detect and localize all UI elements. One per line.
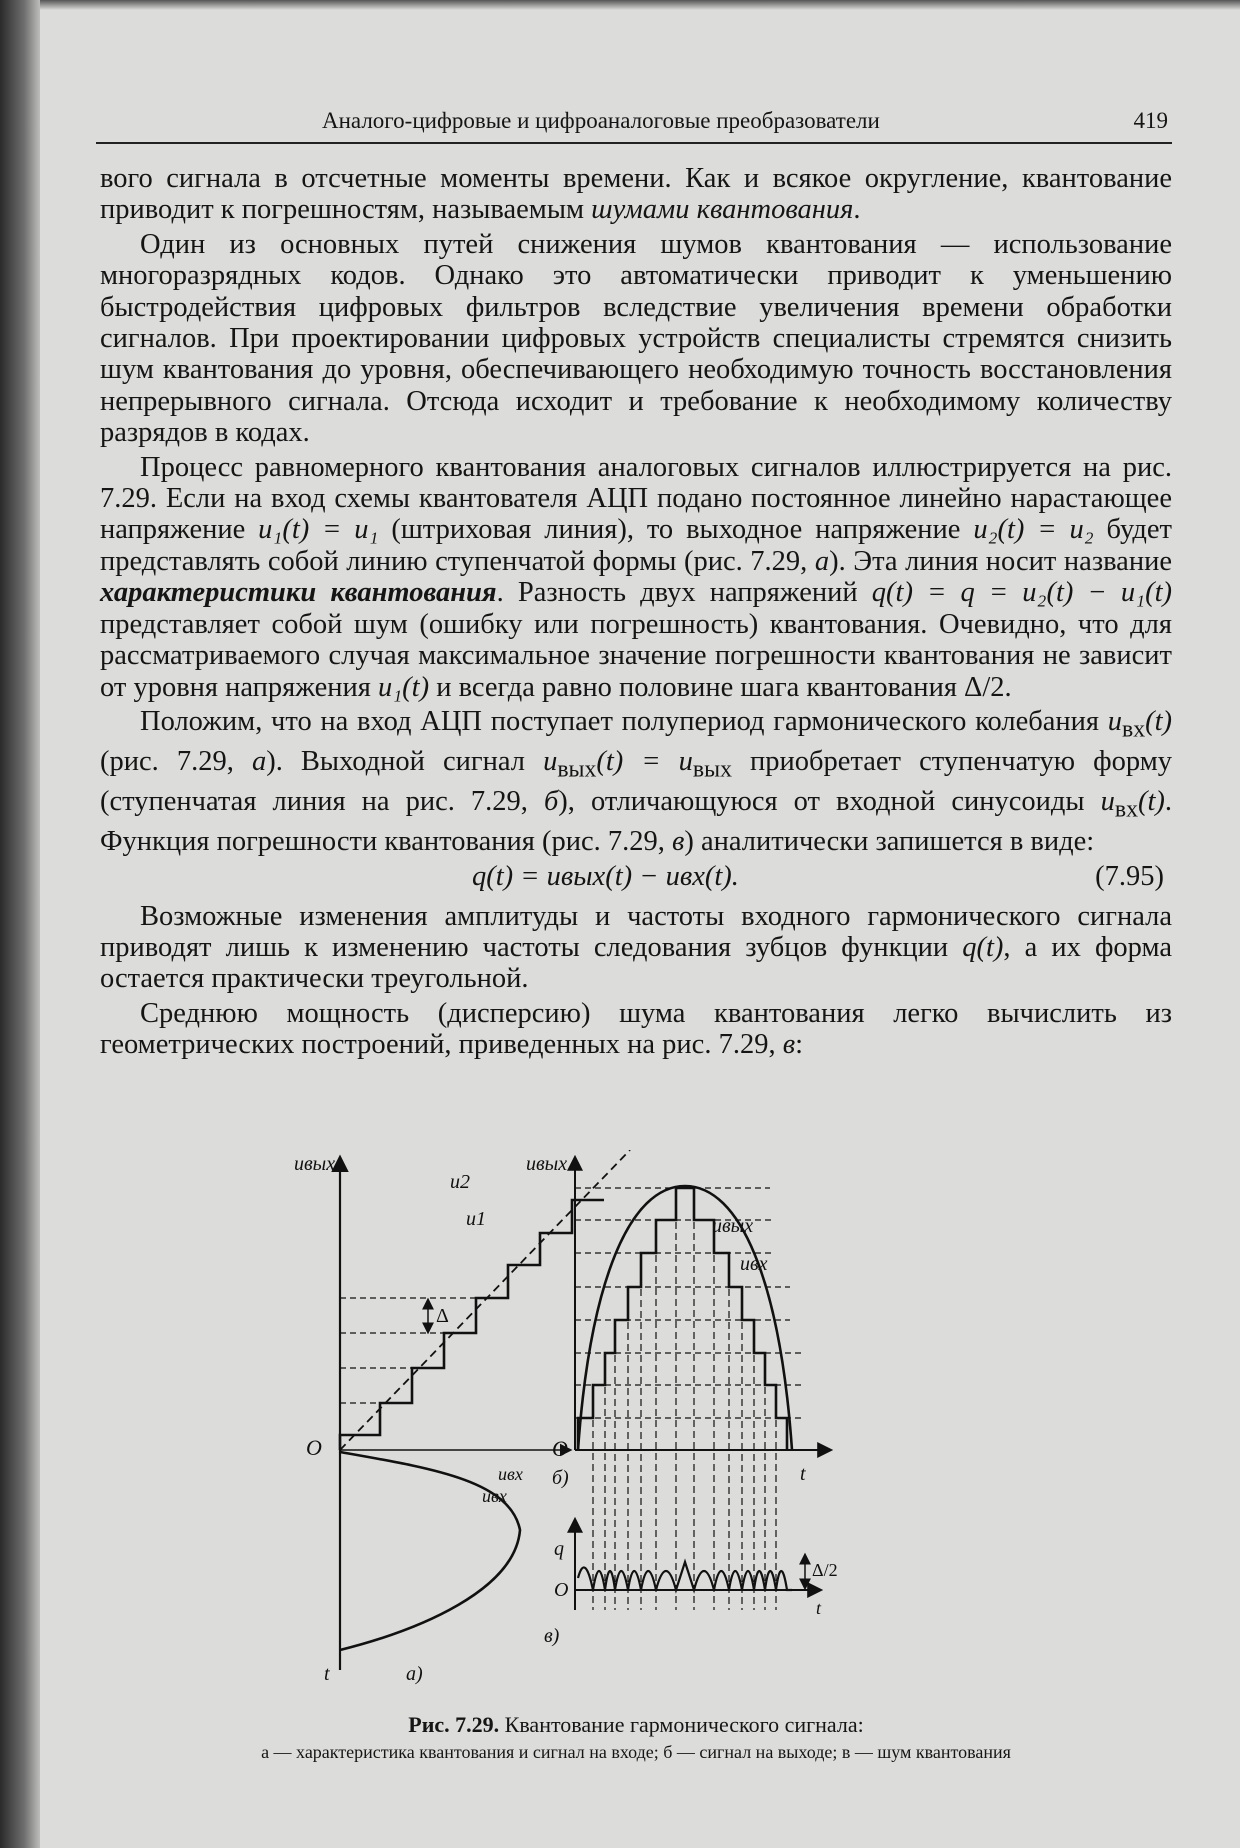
label-sub-c: в) xyxy=(544,1625,560,1647)
term-quantization-characteristic: характеристики квантования xyxy=(100,577,497,609)
label-u1: u1 xyxy=(466,1208,486,1230)
label-t-axis-a: t xyxy=(324,1663,330,1685)
label-delta: Δ xyxy=(436,1305,449,1327)
page-header xyxy=(96,100,1172,144)
label-uvx-curve-b: uвх xyxy=(740,1253,768,1275)
label-q-axis: q xyxy=(554,1538,564,1560)
label-u2: u2 xyxy=(450,1171,470,1193)
label-right-y: uвых xyxy=(526,1153,568,1175)
quantization-staircase xyxy=(340,1200,604,1450)
panel-a-labels xyxy=(294,1153,523,1685)
quantization-noise-signal xyxy=(578,1562,792,1590)
panel-b xyxy=(575,1158,830,1610)
term-quantization-noise: шумами квантования xyxy=(591,194,854,226)
paragraph-6: Среднюю мощность (дисперсию) шума квантования легко вычислить из геометрических построений, приведенных на рис. 7.29, в: xyxy=(100,997,1172,1061)
figure-7-29 xyxy=(260,1150,1060,1690)
label-sub-a: а) xyxy=(406,1663,423,1685)
caption-title: Рис. 7.29. Квантование гармонического сигнала: xyxy=(408,1712,864,1737)
scan-top-edge xyxy=(0,0,1240,10)
input-sine-curve-a xyxy=(340,1452,520,1650)
panel-c-labels xyxy=(544,1538,838,1647)
label-origin-a: O xyxy=(306,1435,322,1460)
panel-b-labels xyxy=(526,1153,806,1489)
paragraph-5: Возможные изменения амплитуды и частоты входного гармонического сигнала приводят лишь к изменению частоты следования зубцов функции q(t), а их форма остается практически треугольной. xyxy=(100,900,1172,995)
equation-text: q(t) = uвых(t) − uвх(t). xyxy=(472,860,739,892)
equation-7-95 xyxy=(100,861,1172,897)
input-sine-curve-b xyxy=(578,1186,792,1450)
projection-lines xyxy=(593,1222,776,1610)
caption-legend: а — характеристика квантования и сигнал на входе; б — сигнал на выходе; в — шум квантования xyxy=(261,1742,1011,1762)
equation-number: (7.95) xyxy=(1095,860,1164,892)
label-uvx-curve: uвх xyxy=(482,1486,507,1506)
label-uvx-axis: uвх xyxy=(498,1464,523,1484)
paragraph-1: вого сигнала в отсчетные моменты времени. Как и всякое округление, квантование приводит к погрешностям, называемым шумами квантования. xyxy=(100,163,1172,226)
page-number: 419 xyxy=(1133,108,1168,133)
running-title: Аналого-цифровые и цифроаналоговые преобразователи xyxy=(322,108,880,133)
panel-c xyxy=(575,1520,820,1610)
figure-caption xyxy=(100,1712,1172,1763)
paragraph-4: Положим, что на вход АЦП поступает полупериод гармонического колебания $u_{вх}(t)$ (рис. 7.29, а). Выходной сигнал $u_{вых}(t) = u_{вых}$ приобретает ступенчатую форму (ступенчатая линия на рис. 7.29, б), отличающуюся от входной синусоиды $u_{вх}(t)$. Функция погрешности квантования (рис. 7.29, в) аналитически запишется в виде: xyxy=(100,705,1173,858)
book-spine-shadow xyxy=(0,0,40,1848)
label-t-axis-b: t xyxy=(800,1463,806,1485)
label-half-step: Δ/2 xyxy=(812,1560,838,1580)
label-origin-c: O xyxy=(554,1579,569,1601)
label-left-y: uвых xyxy=(294,1153,336,1175)
figure-svg xyxy=(260,1150,1060,1690)
paragraph-2: Один из основных путей снижения шумов квантования — использование многоразрядных кодов. Однако это автоматически приводит к уменьшению быстродействия цифровых фильтров вследствие увеличения времени обработки сигналов. При проектировании цифровых устройств специалисты стремятся снизить шум квантования до уровня, обеспечивающего необходимую точность восстановления непрерывного сигнала. Отсюда исходит и требование к необходимому количеству разрядов в кодах. xyxy=(100,228,1172,449)
label-t-axis-c: t xyxy=(816,1598,822,1618)
step-level-lines xyxy=(340,1298,476,1403)
label-sub-b: б) xyxy=(552,1467,569,1489)
label-uvyx-curve: uвых xyxy=(712,1215,754,1237)
caption-label: Рис. 7.29. xyxy=(408,1712,500,1737)
output-staircase-b xyxy=(578,1188,787,1450)
label-origin-b: O xyxy=(552,1436,568,1461)
paragraph-3: Процесс равномерного квантования аналоговых сигналов иллюстрируется на рис. 7.29. Если на вход схемы квантователя АЦП подано постоянное линейно нарастающее напряжение u₁(t) = u₁ (штриховая линия), то выходное напряжение u₂(t) = u₂ будет представлять собой линию ступенчатой формы (рис. 7.29, а). Эта линия носит название характеристики квантования. Разность двух напряжений q(t) = q = u₂(t) − u₁(t) представляет собой шум (ошибку или погрешность) квантования. Очевидно, что для рассматриваемого случая максимальное значение погрешности квантования не зависит от уровня напряжения u₁(t) и всегда равно половине шага квантования Δ/2. xyxy=(100,451,1173,703)
body-text xyxy=(100,163,1172,1064)
linear-ramp-u1 xyxy=(340,1150,630,1450)
